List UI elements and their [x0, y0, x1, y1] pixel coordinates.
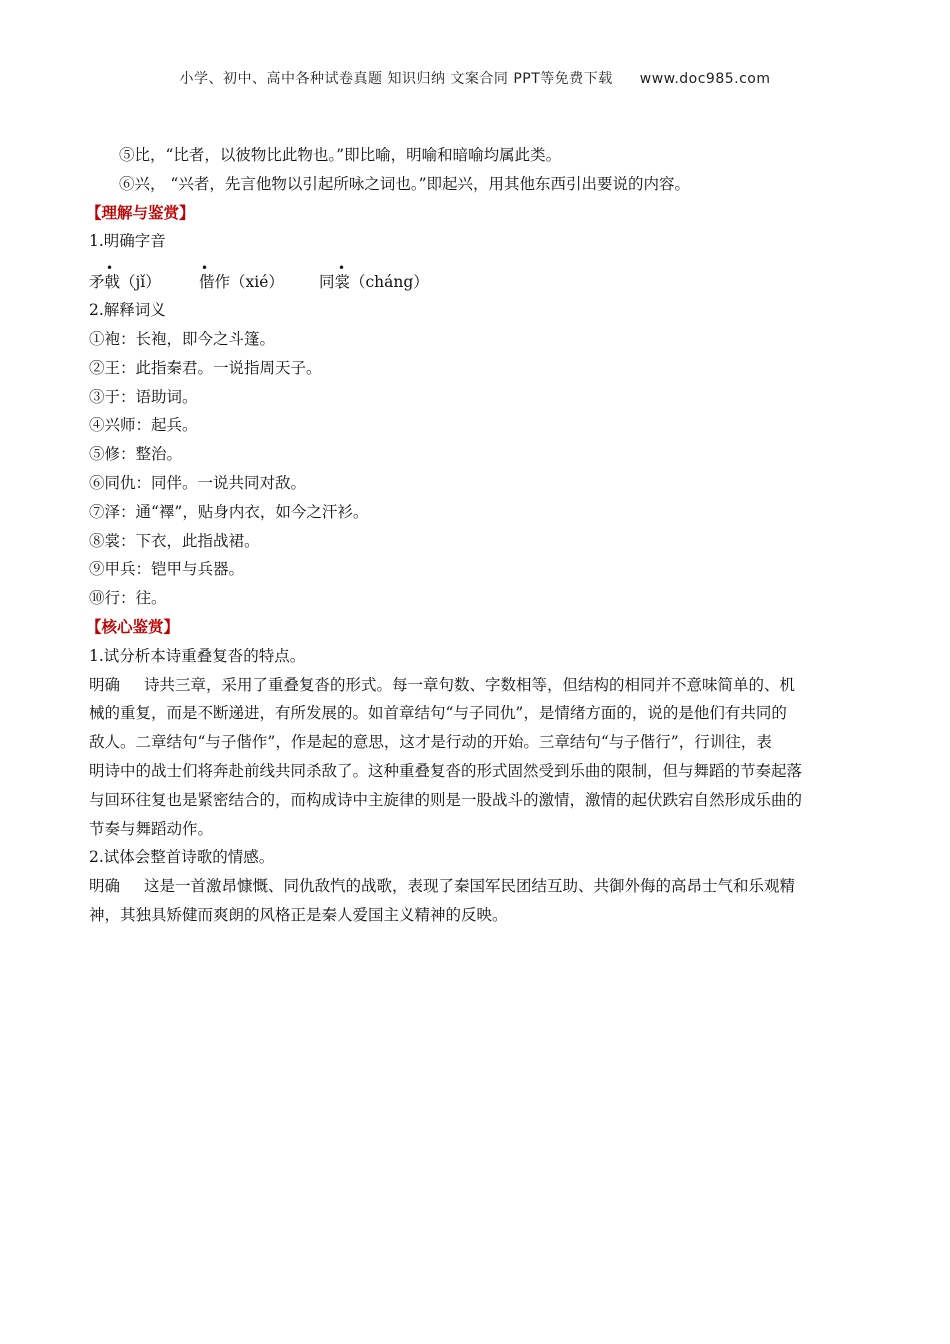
definition-item: ③于：语助词。 [89, 387, 198, 406]
definition-item: ⑥同仇：同伴。一说共同对敌。 [89, 473, 307, 492]
answer-label: 明确 [89, 877, 121, 896]
definition-item: ②王：此指秦君。一说指周天子。 [89, 358, 322, 377]
pronunciation-row [89, 256, 864, 296]
answer-line: 这是一首激昂慷慨、同仇敌忾的战歌，表现了秦国军民团结互助、共御外侮的高昂士气和乐观精 [144, 877, 796, 896]
definition-item: ⑧裳：下衣，此指战裙。 [89, 531, 260, 550]
definition-item: ①袍：长袍，即今之斗篷。 [89, 329, 276, 348]
emphasis-dot: • [201, 261, 209, 276]
answer-paragraph [89, 872, 864, 930]
answer-line: 节奏与舞蹈动作。 [89, 819, 214, 838]
intro-line: ⑥兴， “兴者，先言他物以引起所咏之词也。”即起兴，用其他东西引出要说的内容。 [119, 174, 691, 193]
definition-item: ⑤修：整治。 [89, 445, 183, 464]
answer-line: 械的重复，而是不断递进，有所发展的。如首章结句“与子同仇”，是情绪方面的，说的是他们有共同的 [89, 704, 787, 723]
pronunciation-word: 同裳（cháng） [319, 273, 429, 292]
pronunciation-word: 偕作（xié） [199, 273, 284, 292]
question-title: 2.解释词义 [89, 301, 166, 320]
header-site: www.doc985.com [639, 71, 771, 87]
header-text: 小学、初中、高中各种试卷真题 知识归纳 文案合同 PPT等免费下载 [179, 71, 613, 87]
section-title-core-appreciation: 【核心鉴赏】 [86, 616, 180, 636]
answer-paragraph [89, 671, 864, 844]
page-header [0, 68, 950, 88]
pronunciation-word: 矛戟（jǐ） [89, 273, 161, 292]
question-title: 1.明确字音 [89, 232, 166, 251]
definition-item: ⑨甲兵：铠甲与兵器。 [89, 560, 245, 579]
answer-line: 诗共三章，采用了重叠复沓的形式。每一章句数、字数相等，但结构的相同并不意味简单的、机 [144, 675, 796, 694]
question-title: 2.试体会整首诗歌的情感。 [89, 848, 275, 867]
answer-line: 明诗中的战士们将奔赴前线共同杀敌了。这种重叠复沓的形式固然受到乐曲的限制，但与舞蹈的节奏起落 [89, 761, 803, 780]
definition-item: ④兴师：起兵。 [89, 416, 198, 435]
document-body [86, 141, 864, 930]
emphasis-dot: • [338, 261, 346, 276]
answer-line: 神，其独具矫健而爽朗的风格正是秦人爱国主义精神的反映。 [89, 905, 508, 924]
definition-item: ⑦泽：通“襗”，贴身内衣，如今之汗衫。 [89, 502, 369, 521]
intro-line: ⑤比，“比者，以彼物比此物也。”即比喻，明喻和暗喻均属此类。 [119, 146, 562, 164]
answer-line: 与回环往复也是紧密结合的，而构成诗中主旋律的则是一股战斗的激情，激情的起伏跌宕自然形成乐曲的 [89, 790, 803, 809]
section-title-understanding: 【理解与鉴赏】 [86, 202, 195, 222]
answer-label: 明确 [89, 675, 121, 694]
definition-item: ⑩行：往。 [89, 589, 167, 608]
emphasis-dot: • [106, 261, 114, 276]
answer-line: 敌人。二章结句“与子偕作”，作是起的意思，这才是行动的开始。三章结句“与子偕行”，行训往，表 [89, 733, 772, 752]
question-title: 1.试分析本诗重叠复沓的特点。 [89, 646, 306, 665]
